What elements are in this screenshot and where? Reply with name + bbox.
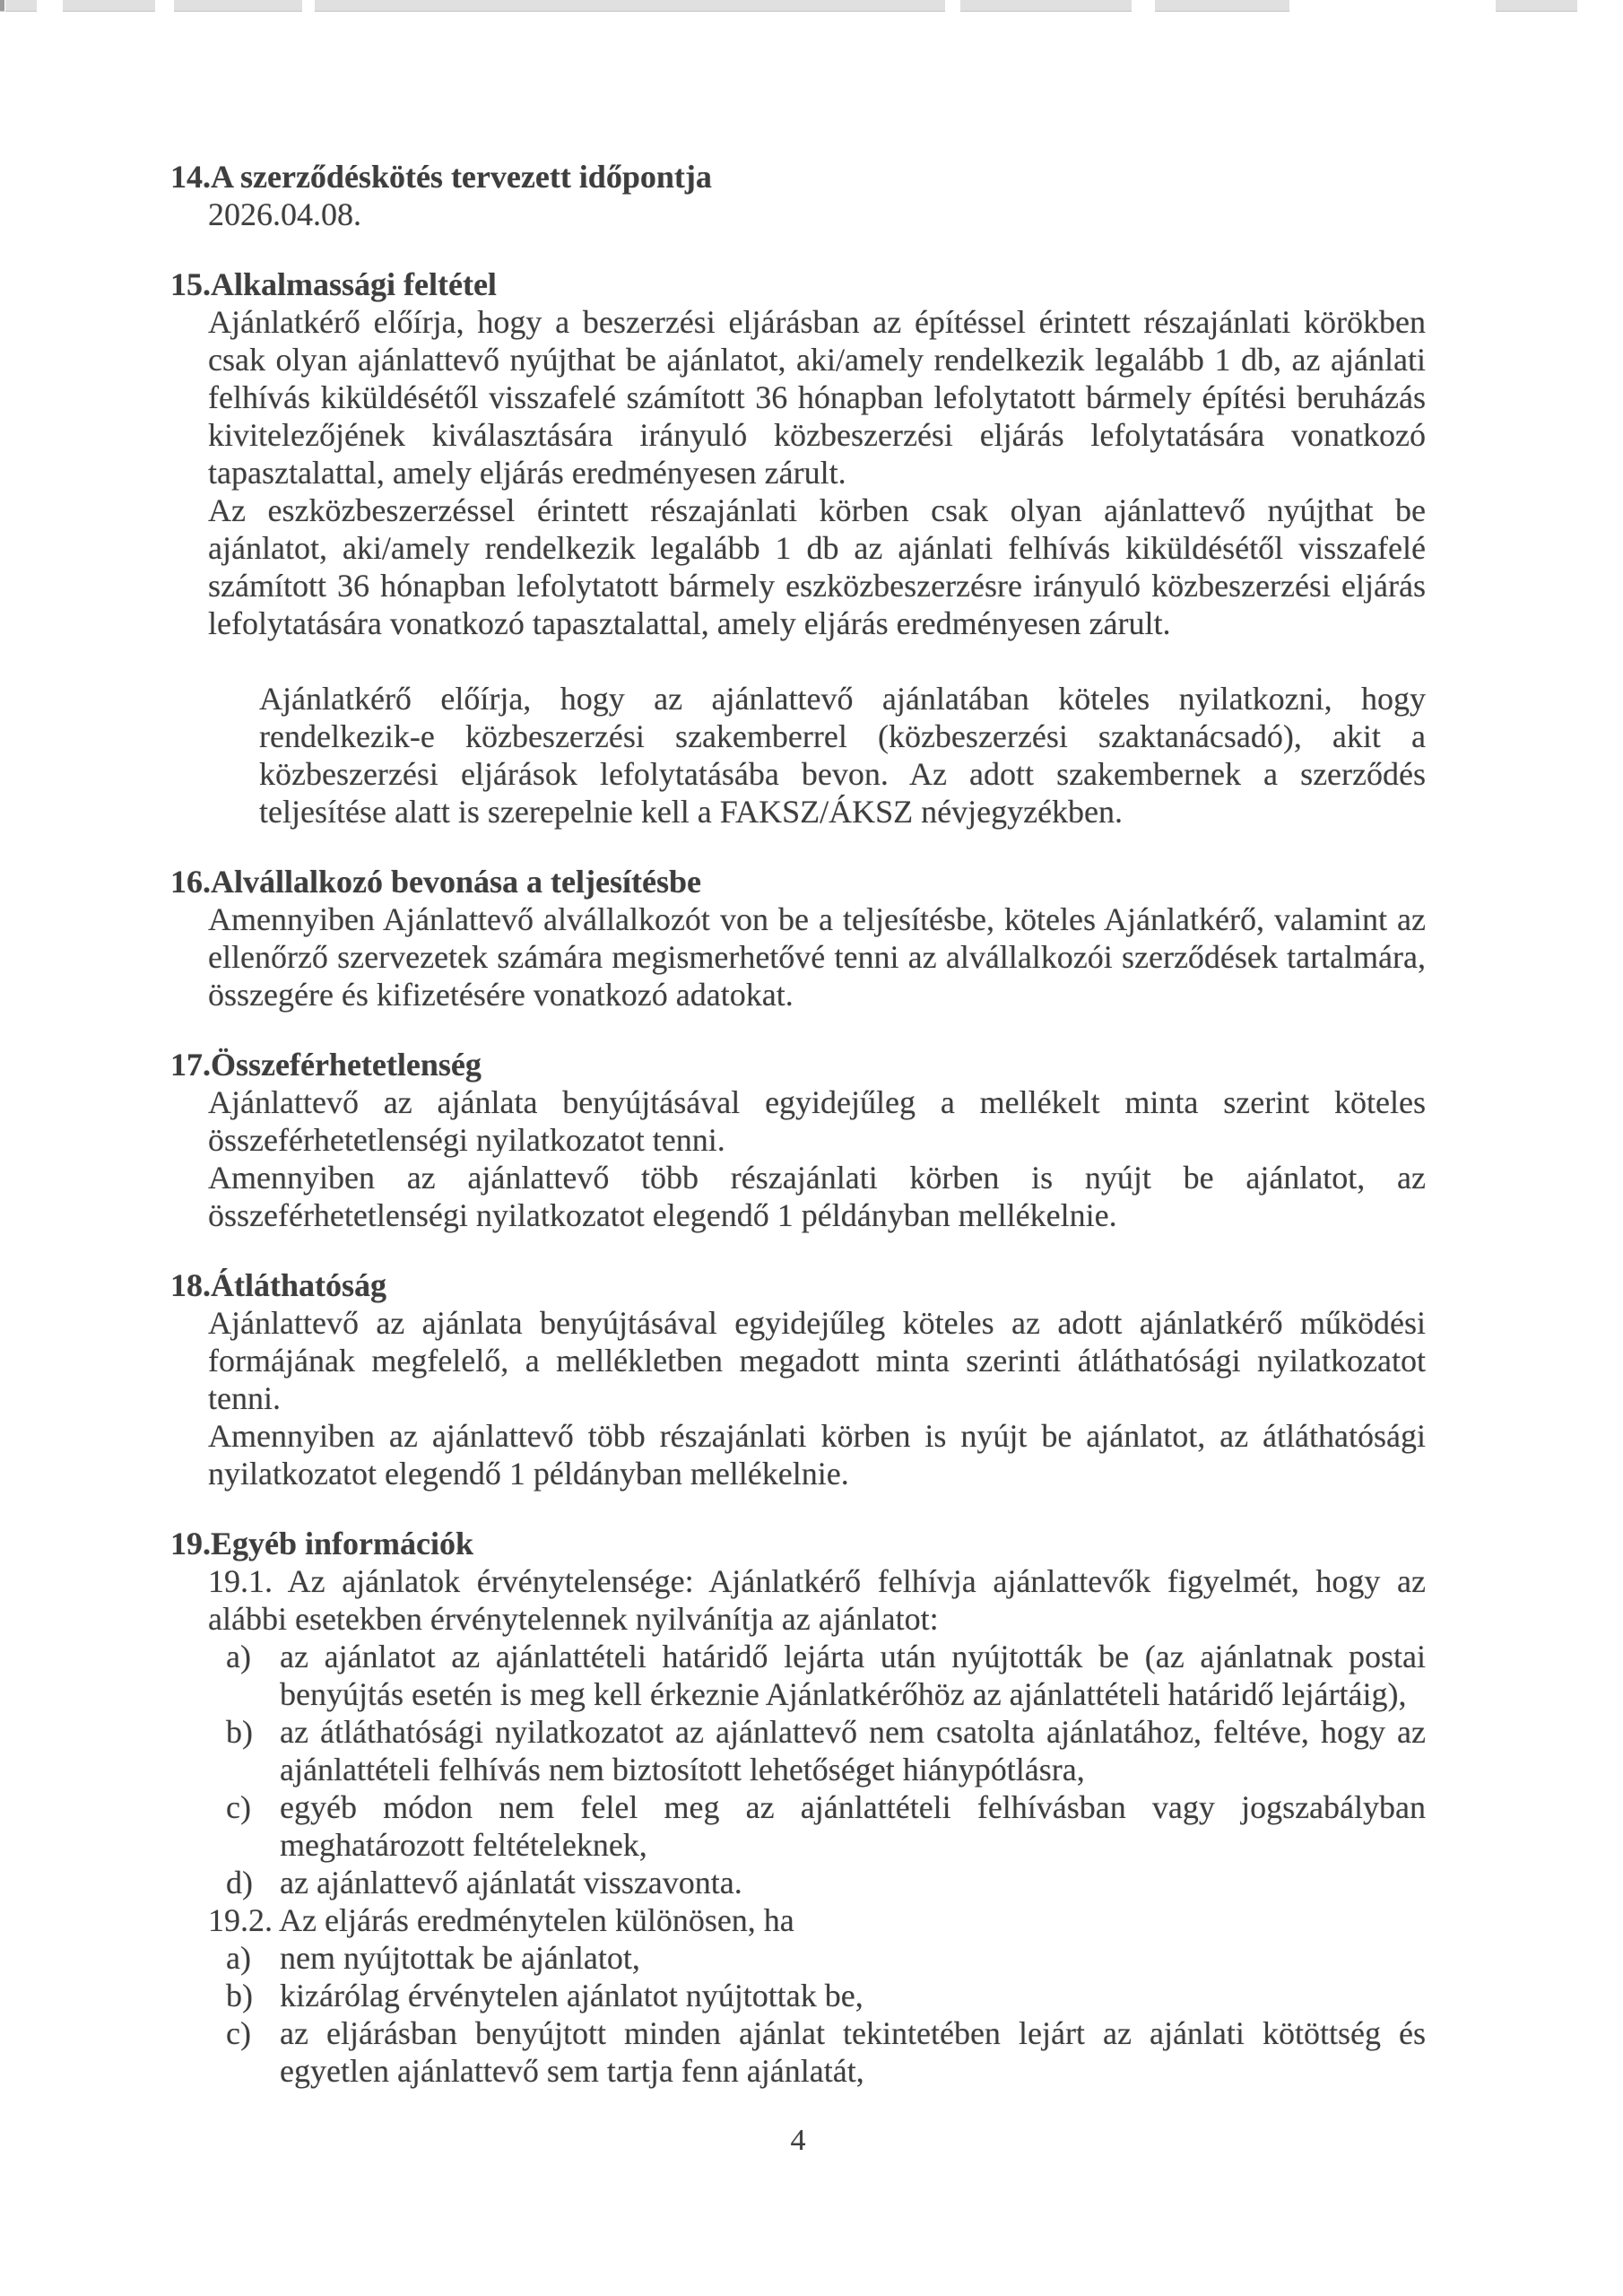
list-item-19-2-b xyxy=(226,1977,1426,2014)
scan-artifact-segment xyxy=(0,0,4,12)
section-17-title: Összeférhetetlenség xyxy=(211,1047,482,1083)
section-14 xyxy=(170,158,1426,233)
section-18-number: 18. xyxy=(170,1267,211,1303)
paragraph-16-1: Amennyiben Ajánlattevő alvállalkozót von be a teljesítésbe, köteles Ajánlatkérő, valamint az ellenőrző szervezetek számára megismerhetővé tenni az alvállalkozói szerződések tartalmára, összegére és kifizetésére vonatkozó adatokat. xyxy=(208,901,1426,1013)
document-content xyxy=(170,158,1426,2160)
list-item-text: az ajánlatot az ajánlattételi határidő lejárta után nyújtották be (az ajánlatnak postai benyújtás esetén is meg kell érkeznie Ajánlatkérőhöz az ajánlattételi határidő lejártáig), xyxy=(280,1639,1426,1712)
paragraph-15-2: Az eszközbeszerzéssel érintett részajánlati körben csak olyan ajánlattevő nyújthat be ajánlatot, aki/amely rendelkezik legalább 1 db az ajánlati felhívás kiküldésétől visszafelé számított 36 hónapban lefolytatott bármely eszközbeszerzésre irányuló közbeszerzési eljárás lefolytatására vonatkozó tapasztalattal, amely eljárás eredményesen zárult. xyxy=(208,492,1426,641)
list-item-label: c) xyxy=(226,1789,251,1825)
section-18-body xyxy=(208,1304,1426,1492)
scan-artifact-segment xyxy=(315,0,945,12)
section-14-body xyxy=(208,196,1426,233)
section-18-title: Átláthatóság xyxy=(211,1267,386,1303)
section-17-heading xyxy=(170,1046,1426,1083)
list-item-label: d) xyxy=(226,1865,253,1900)
section-19 xyxy=(170,1525,1426,2090)
section-16-heading xyxy=(170,863,1426,900)
list-item-text: az átláthatósági nyilatkozatot az ajánlattevő nem csatolta ajánlatához, feltéve, hogy az ajánlattételi felhívás nem biztosított lehetőséget hiánypótlásra, xyxy=(280,1714,1426,1787)
list-item-19-2-a xyxy=(226,1939,1426,1977)
list-item-label: c) xyxy=(226,2015,251,2051)
section-17-number: 17. xyxy=(170,1047,211,1083)
paragraph-18-1: Ajánlattevő az ajánlata benyújtásával egyidejűleg köteles az adott ajánlatkérő működési formájának megfelelő, a mellékletben megadott minta szerinti átláthatósági nyilatkozatot tenni. xyxy=(208,1305,1426,1416)
list-item-text: nem nyújtottak be ajánlatot, xyxy=(280,1940,640,1976)
paragraph-19-2-intro: 19.2. Az eljárás eredménytelen különösen, ha xyxy=(208,1902,794,1938)
list-item-19-1-a xyxy=(226,1638,1426,1713)
list-item-label: b) xyxy=(226,1978,253,2013)
paragraph-17-1: Ajánlattevő az ajánlata benyújtásával egyidejűleg a mellékelt minta szerint köteles összeférhetetlenségi nyilatkozatot tenni. xyxy=(208,1084,1426,1158)
contract-date-value: 2026.04.08. xyxy=(208,196,361,232)
scan-artifact-segment xyxy=(63,0,155,12)
list-item-text: kizárólag érvénytelen ajánlatot nyújtottak be, xyxy=(280,1978,864,2013)
list-item-text: egyéb módon nem felel meg az ajánlattételi felhívásban vagy jogszabályban meghatározott feltételeknek, xyxy=(280,1789,1426,1863)
list-item-19-1-c xyxy=(226,1788,1426,1864)
section-17-body xyxy=(208,1083,1426,1234)
section-18-heading xyxy=(170,1266,1426,1304)
scan-artifact-segment xyxy=(174,0,302,12)
list-item-text: az ajánlattevő ajánlatát visszavonta. xyxy=(280,1865,742,1900)
paragraph-15-3: Ajánlatkérő előírja, hogy az ajánlattevő ajánlatában köteles nyilatkozni, hogy rendelkezik-e közbeszerzési szakemberrel (közbeszerzési szaktanácsadó), akit a közbeszerzési eljárások lefolytatásába bevon. Az adott szakembernek a szerződés teljesítése alatt is szerepelnie kell a FAKSZ/ÁKSZ névjegyzékben. xyxy=(259,681,1426,830)
list-item-text: az eljárásban benyújtott minden ajánlat tekintetében lejárt az ajánlati kötöttség és egyetlen ajánlattevő sem tartja fenn ajánlatát, xyxy=(280,2015,1426,2089)
paragraph-19-1-intro: 19.1. Az ajánlatok érvénytelensége: Ajánlatkérő felhívja ajánlattevők figyelmét, hogy az alábbi esetekben érvénytelennek nyilvánítja az ajánlatot: xyxy=(208,1563,1426,1637)
paragraph-18-2: Amennyiben az ajánlattevő több részajánlati körben is nyújt be ajánlatot, az átláthatósági nyilatkozatot elegendő 1 példányban mellékelnie. xyxy=(208,1418,1426,1492)
section-18 xyxy=(170,1266,1426,1492)
section-16-body xyxy=(208,900,1426,1013)
scan-artifact-segment xyxy=(960,0,1132,12)
section-17 xyxy=(170,1046,1426,1234)
section-19-body xyxy=(208,1562,1426,2090)
list-item-19-1-b xyxy=(226,1713,1426,1788)
list-item-19-2-c xyxy=(226,2014,1426,2090)
paragraph-15-1: Ajánlatkérő előírja, hogy a beszerzési eljárásban az építéssel érintett részajánlati körökben csak olyan ajánlattevő nyújthat be ajánlatot, aki/amely rendelkezik legalább 1 db, az ajánlati felhívás kiküldésétől visszafelé számított 36 hónapban lefolytatott bármely építési beruházás kivitelezőjének kiválasztására irányuló közbeszerzési eljárás lefolytatására vonatkozó tapasztalattal, amely eljárás eredményesen zárult. xyxy=(208,304,1426,491)
list-item-label: b) xyxy=(226,1714,253,1750)
section-15-title: Alkalmassági feltétel xyxy=(211,266,497,302)
section-19-heading xyxy=(170,1525,1426,1562)
scan-artifact-segment xyxy=(1155,0,1289,12)
scan-artifact-segment xyxy=(5,0,37,12)
section-14-title: A szerződéskötés tervezett időpontja xyxy=(211,159,712,195)
list-item-label: a) xyxy=(226,1639,251,1674)
list-item-label: a) xyxy=(226,1940,251,1976)
section-16-number: 16. xyxy=(170,864,211,900)
section-15-heading xyxy=(170,265,1426,303)
scan-artifact-band xyxy=(0,0,1623,12)
section-14-heading xyxy=(170,158,1426,196)
section-15-body xyxy=(208,303,1426,831)
section-16 xyxy=(170,863,1426,1013)
section-14-number: 14. xyxy=(170,159,211,195)
section-19-number: 19. xyxy=(170,1526,211,1561)
section-15-number: 15. xyxy=(170,266,211,302)
page-number: 4 xyxy=(790,2124,806,2157)
section-19-title: Egyéb információk xyxy=(211,1526,473,1561)
list-item-19-1-d xyxy=(226,1864,1426,1901)
scan-artifact-segment xyxy=(1496,0,1577,12)
paragraph-17-2: Amennyiben az ajánlattevő több részajánlati körben is nyújt be ajánlatot, az összeférhetetlenségi nyilatkozatot elegendő 1 példányban mellékelnie. xyxy=(208,1160,1426,1233)
section-15 xyxy=(170,265,1426,831)
section-16-title: Alvállalkozó bevonása a teljesítésbe xyxy=(211,864,701,900)
